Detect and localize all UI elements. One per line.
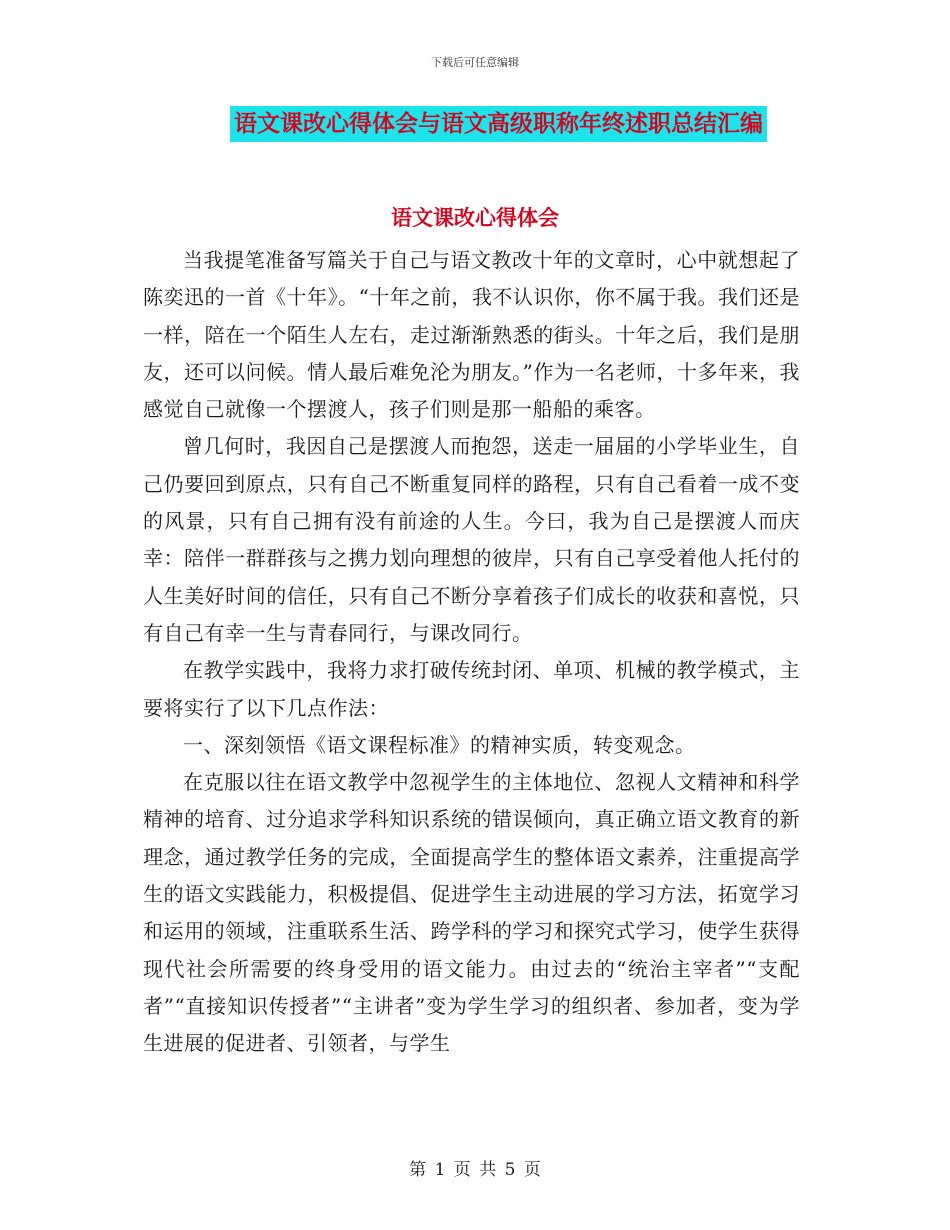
page-number: 第 1 页 共 5 页 [409,1160,541,1180]
paragraph: 当我提笔准备写篇关于自己与语文教改十年的文章时，心中就想起了陈奕迅的一首《十年》。“十年之前，我不认识你，你不属于我。我们还是一样，陪在一个陌生人左右，走过渐渐熟悉的街头。十年之后，我们是朋友，还可以问候。情人最后难免沦为朋友。”作为一名老师，十多年来，我感觉自己就像一个摆渡人，孩子们则是那一船船的乘客。 [143,248,800,422]
paragraph: 在克服以往在语文教学中忽视学生的主体地位、忽视人文精神和科学精神的培育、过分追求学科知识系统的错误倾向，真正确立语文教育的新理念，通过教学任务的完成，全面提高学生的整体语文素养，注重提高学生的语文实践能力，积极提倡、促进学生主动进展的学习方法，拓宽学习和运用的领域，注重联系生活、跨学科的学习和探究式学习，使学生获得现代社会所需要的终身受用的语文能力。由过去的“统治主宰者”“支配者”“直接知识传授者”“主讲者”变为学生学习的组织者、参加者，变为学生进展的促进者、引领者，与学生 [143,770,800,1056]
section-title: 语文课改心得体会 [391,206,559,230]
paragraph: 一、深刻领悟《语文课程标准》的精神实质，转变观念。 [183,732,696,757]
document-body [143,242,800,1063]
document-title: 语文课改心得体会与语文高级职称年终述职总结汇编 [230,106,767,142]
paragraph: 在教学实践中，我将力求打破传统封闭、单项、机械的教学模式，主要将实行了以下几点作法： [143,658,800,720]
document-title-container [0,106,950,142]
page-header-note: 下载后可任意编辑 [431,56,519,69]
paragraph: 曾几何时，我因自己是摆渡人而抱怨，送走一届届的小学毕业生，自己仍要回到原点，只有自己不断重复同样的路程，只有自己看着一成不变的风景，只有自己拥有没有前途的人生。今曰，我为自己是摆渡人而庆幸：陪伴一群群孩与之携力划向理想的彼岸，只有自己享受着他人托付的人生美好时间的信任，只有自己不断分享着孩子们成长的收获和喜悦，只有自己有幸一生与青春同行，与课改同行。 [143,434,800,645]
